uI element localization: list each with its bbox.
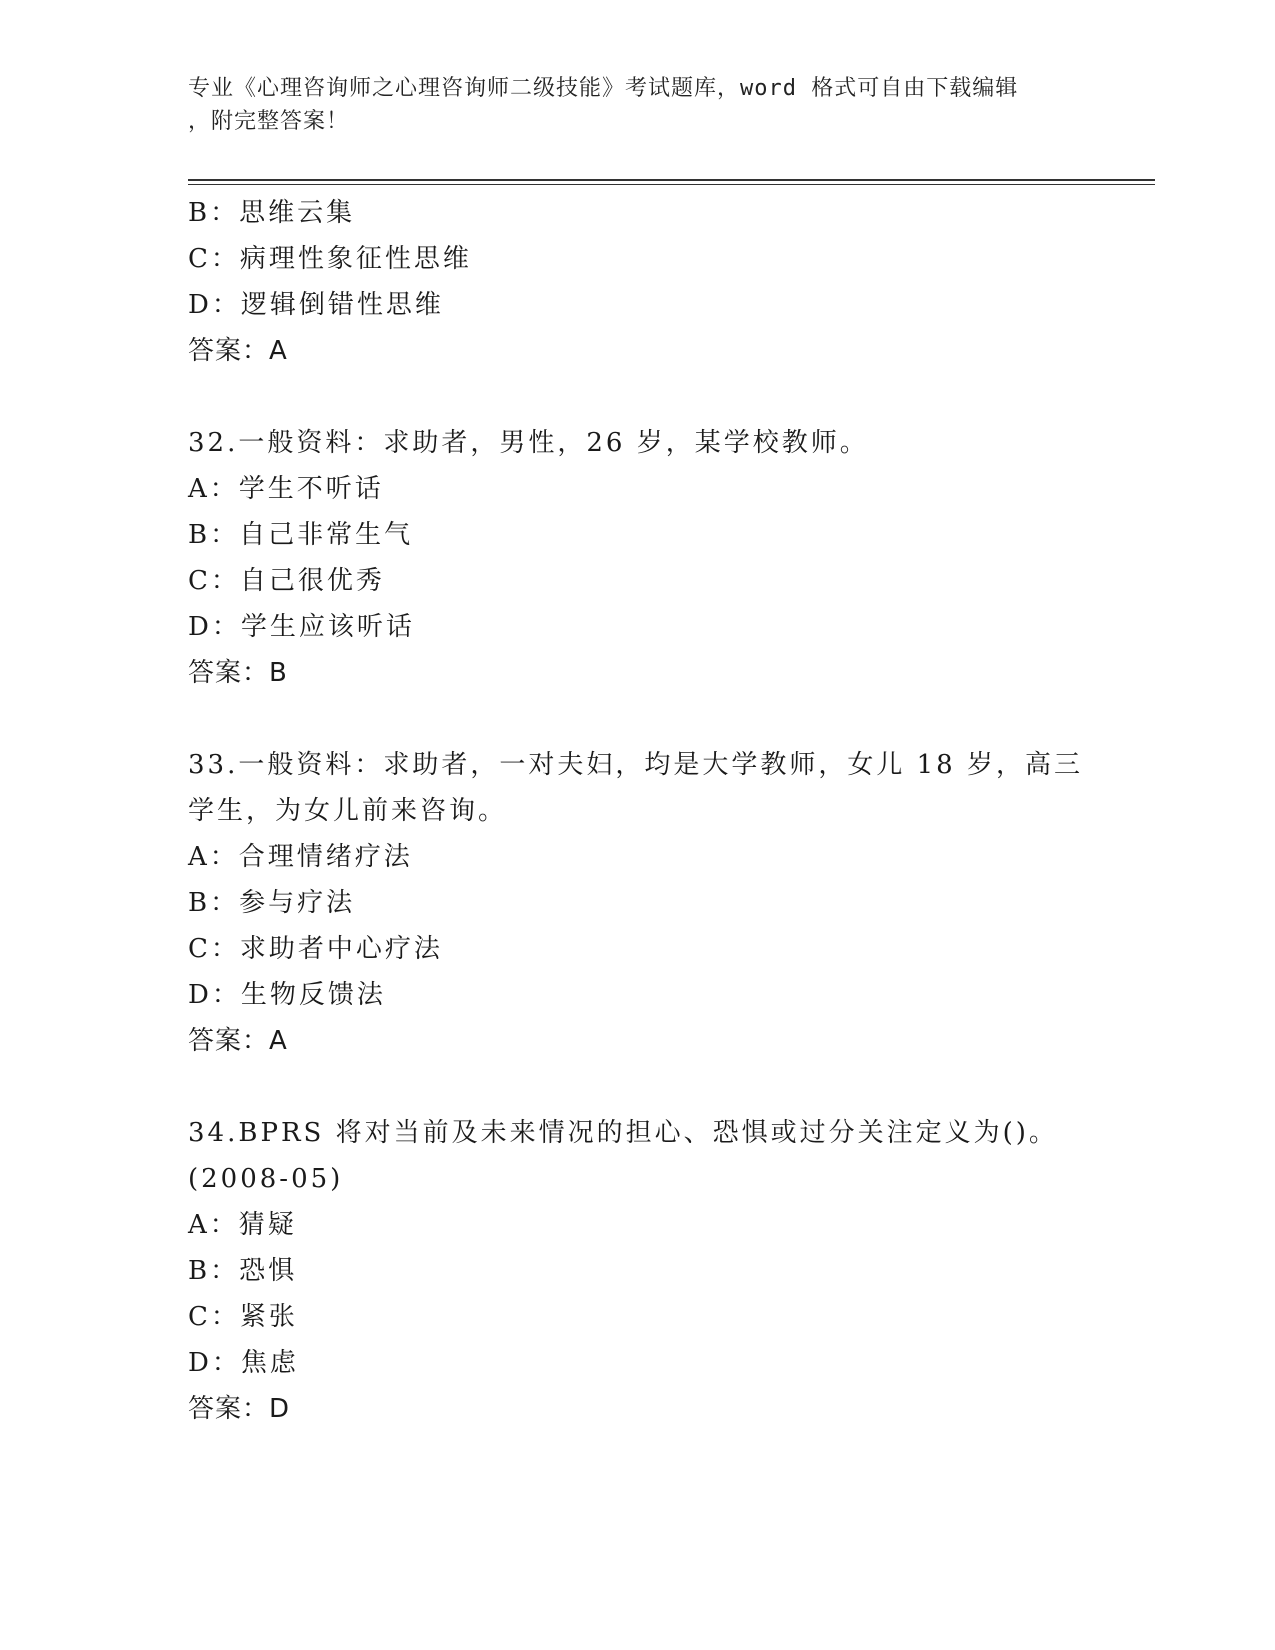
spacer	[188, 374, 1088, 420]
option-c: C：紧张	[188, 1302, 298, 1332]
document-header	[188, 72, 1088, 138]
answer-line: 答案：A	[188, 1026, 288, 1056]
header-line-2: ，附完整答案！	[188, 109, 350, 134]
question-block-33	[188, 742, 1088, 1064]
option-a: A：猜疑	[188, 1210, 297, 1240]
option-b: B：思维云集	[188, 198, 356, 228]
answer-line: 答案：D	[188, 1394, 291, 1424]
question-stem: 33.一般资料：求助者，一对夫妇，均是大学教师，女儿 18 岁，高三	[188, 750, 1083, 780]
question-stem-continued: (2008-05)	[188, 1164, 344, 1194]
spacer	[188, 696, 1088, 742]
option-d: D：生物反馈法	[188, 980, 386, 1010]
option-b: B：恐惧	[188, 1256, 298, 1286]
question-stem: 34.BPRS 将对当前及未来情况的担心、恐惧或过分关注定义为()。	[188, 1118, 1058, 1148]
option-c: C：病理性象征性思维	[188, 244, 472, 274]
header-divider-thin	[188, 184, 1155, 185]
answer-line: 答案：A	[188, 336, 288, 366]
question-block-31	[188, 190, 1088, 374]
question-stem-continued: 学生，为女儿前来咨询。	[188, 796, 508, 826]
option-d: D：逻辑倒错性思维	[188, 290, 444, 320]
spacer	[188, 1064, 1088, 1110]
question-stem: 32.一般资料：求助者，男性，26 岁，某学校教师。	[188, 428, 869, 458]
option-d: D：焦虑	[188, 1348, 299, 1378]
option-b: B：参与疗法	[188, 888, 356, 918]
option-d: D：学生应该听话	[188, 612, 415, 642]
header-line-1: 专业《心理咨询师之心理咨询师二级技能》考试题库，word 格式可自由下载编辑	[188, 76, 1019, 101]
option-c: C：自己很优秀	[188, 566, 385, 596]
question-block-34	[188, 1110, 1088, 1432]
question-block-32	[188, 420, 1088, 696]
header-divider-thick	[188, 179, 1155, 181]
option-a: A：合理情绪疗法	[188, 842, 413, 872]
question-list	[188, 190, 1088, 1432]
option-b: B：自己非常生气	[188, 520, 414, 550]
option-a: A：学生不听话	[188, 474, 384, 504]
answer-line: 答案：B	[188, 658, 288, 688]
option-c: C：求助者中心疗法	[188, 934, 443, 964]
